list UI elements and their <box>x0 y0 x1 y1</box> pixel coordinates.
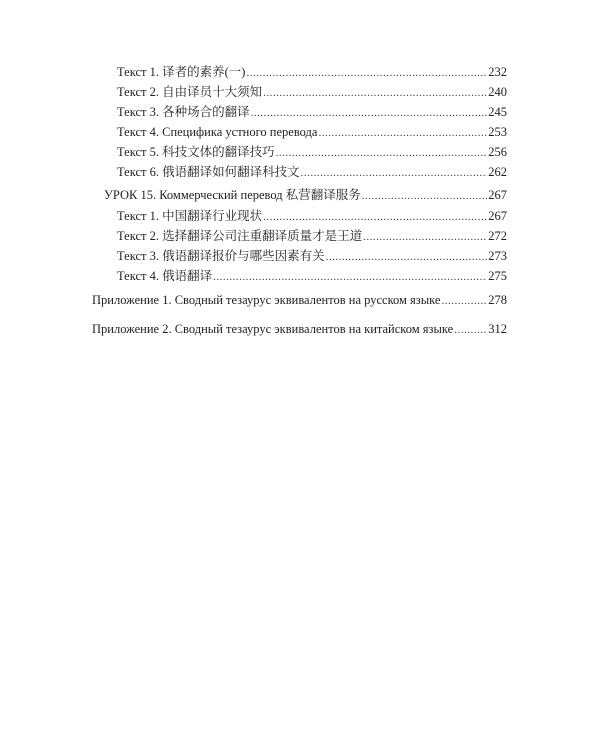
toc-leader-dots <box>363 228 487 247</box>
toc-entry <box>117 143 507 162</box>
toc-lesson-entry <box>104 186 507 205</box>
toc-appendix-label: Приложение 2. Сводный тезаурус эквивалентов на китайском языке <box>92 322 454 336</box>
toc-appendix-entry <box>92 320 507 339</box>
toc-leader-dots <box>301 164 488 183</box>
toc-leader-dots <box>441 292 487 311</box>
toc-leader-dots <box>263 84 487 103</box>
toc-lesson-page: 267 <box>488 188 507 202</box>
toc-entry-page: 267 <box>488 209 507 223</box>
toc-entry-label: Текст 4. Специфика устного перевода <box>117 125 318 139</box>
toc-entry-label: Текст 2. 自由译员十大须知 <box>117 85 263 99</box>
toc-entry <box>117 247 507 266</box>
toc-entry <box>117 83 507 102</box>
toc-entry <box>117 227 507 246</box>
toc-entry <box>117 163 507 182</box>
toc-appendix-entry <box>92 291 507 310</box>
toc-appendix-page: 312 <box>488 322 507 336</box>
toc-entry-page: 256 <box>488 145 507 159</box>
toc-leader-dots <box>326 248 488 267</box>
toc-leader-dots <box>318 124 487 143</box>
toc-entry <box>117 63 507 82</box>
toc-leader-dots <box>251 104 488 123</box>
toc-entry <box>117 207 507 226</box>
toc-entry-label: Текст 2. 选择翻译公司注重翻译质量才是王道 <box>117 229 363 243</box>
toc-appendix-page: 278 <box>488 293 507 307</box>
toc-entry-label: Текст 1. 译者的素养(一) <box>117 65 246 79</box>
toc-entry-page: 240 <box>488 85 507 99</box>
toc-entry-page: 262 <box>488 165 507 179</box>
toc-leader-dots <box>246 64 487 83</box>
toc-entry-page: 273 <box>488 249 507 263</box>
toc-entry-label: Текст 3. 各种场合的翻译 <box>117 105 250 119</box>
toc-entry-page: 275 <box>488 269 507 283</box>
toc-leader-dots <box>276 144 488 163</box>
toc-leader-dots <box>263 208 487 227</box>
toc-entry <box>117 123 507 142</box>
toc-entry-page: 232 <box>488 65 507 79</box>
toc-entry-label: Текст 4. 俄语翻译 <box>117 269 213 283</box>
toc-entry <box>117 103 507 122</box>
toc-leader-dots <box>362 187 488 206</box>
toc-appendix-label: Приложение 1. Сводный тезаурус эквивалентов на русском языке <box>92 293 441 307</box>
toc-lesson-label: УРОК 15. Коммерческий перевод 私营翻译服务 <box>104 188 361 202</box>
toc-entry-label: Текст 3. 俄语翻译报价与哪些因素有关 <box>117 249 325 263</box>
toc-entry-page: 272 <box>488 229 507 243</box>
toc-entry-label: Текст 5. 科技文体的翻译技巧 <box>117 145 275 159</box>
toc-leader-dots <box>454 321 487 340</box>
toc-entry-label: Текст 1. 中国翻译行业现状 <box>117 209 263 223</box>
toc-leader-dots <box>213 268 487 287</box>
toc-entry-label: Текст 6. 俄语翻译如何翻译科技文 <box>117 165 300 179</box>
toc-entry-page: 253 <box>488 125 507 139</box>
toc-entry-page: 245 <box>488 105 507 119</box>
toc-entry <box>117 267 507 286</box>
